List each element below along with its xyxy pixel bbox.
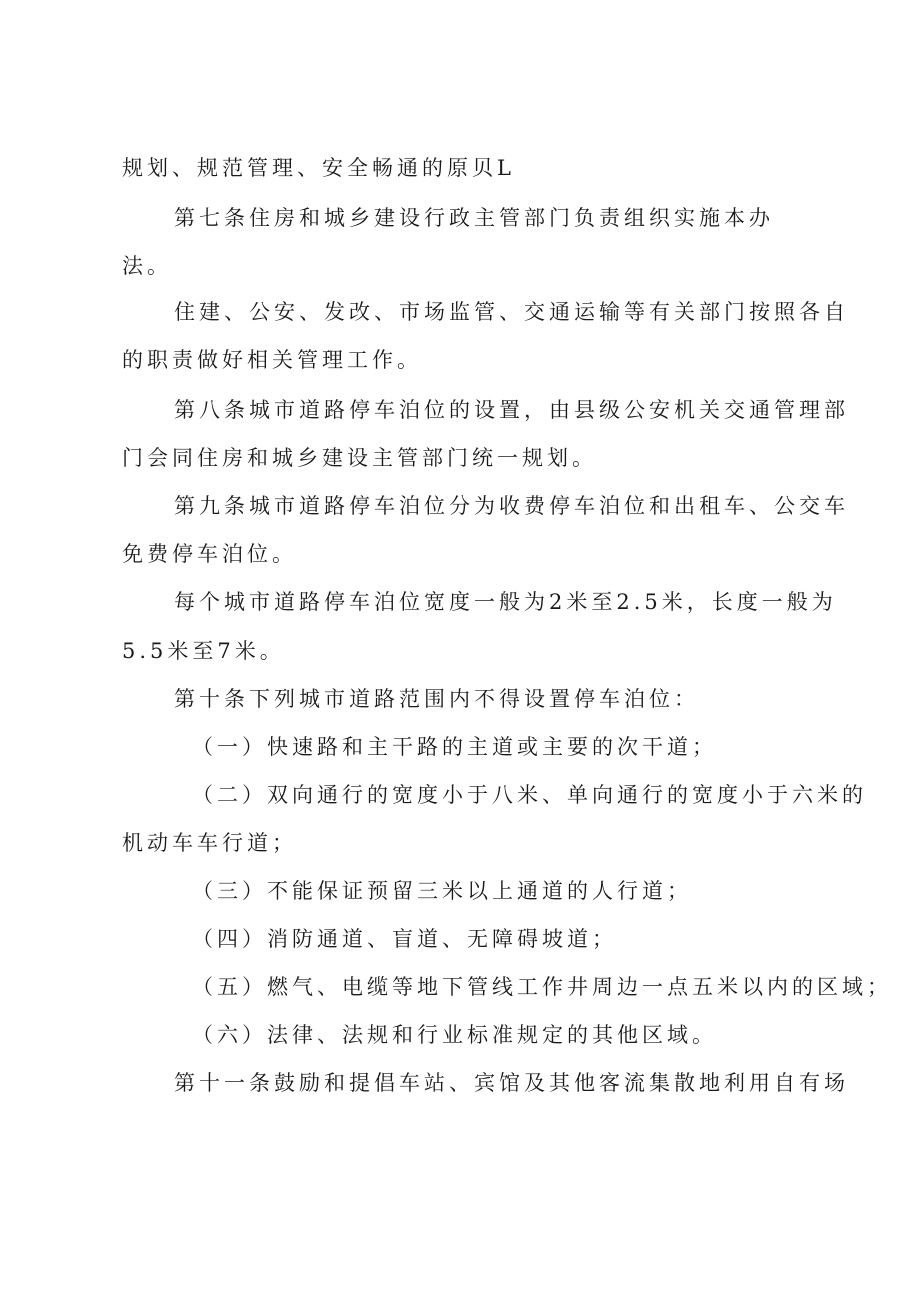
paragraph-line: 门会同住房和城乡建设主管部门统一规划。 (122, 446, 597, 470)
paragraph-line: 机动车车行道； (122, 831, 297, 855)
paragraph-line: 法。 (122, 254, 172, 278)
paragraph-line: 的职责做好相关管理工作。 (122, 348, 422, 372)
paragraph-line: 每个城市道路停车泊位宽度一般为2米至2.5米，长度一般为 (174, 590, 837, 614)
paragraph-line: 第七条住房和城乡建设行政主管部门负责组织实施本办 (174, 206, 774, 230)
paragraph-line: 规划、规范管理、安全畅通的原贝L (122, 156, 515, 180)
paragraph-line: 住建、公安、发改、市场监管、交通运输等有关部门按照各自 (174, 300, 849, 324)
list-item: （三）不能保证预留三米以上通道的人行道； (192, 879, 692, 903)
paragraph-line: 5.5米至7米。 (122, 639, 285, 663)
list-item: （一）快速路和主干路的主道或主要的次干道； (192, 735, 717, 759)
list-item: （四）消防通道、盲道、无障碍坡道； (192, 927, 617, 951)
paragraph-line: 第九条城市道路停车泊位分为收费停车泊位和出租车、公交车 (174, 494, 849, 518)
list-item: （六）法律、法规和行业标准规定的其他区域。 (192, 1023, 717, 1047)
list-item: （五）燃气、电缆等地下管线工作井周边一点五米以内的区域； (192, 975, 892, 999)
paragraph-line: 第十一条鼓励和提倡车站、宾馆及其他客流集散地利用自有场 (174, 1071, 849, 1095)
paragraph-line: 免费停车泊位。 (122, 542, 297, 566)
list-item: （二）双向通行的宽度小于八米、单向通行的宽度小于六米的 (192, 783, 867, 807)
paragraph-line: 第十条下列城市道路范围内不得设置停车泊位： (174, 687, 699, 711)
paragraph-line: 第八条城市道路停车泊位的设置，由县级公安机关交通管理部 (174, 398, 849, 422)
